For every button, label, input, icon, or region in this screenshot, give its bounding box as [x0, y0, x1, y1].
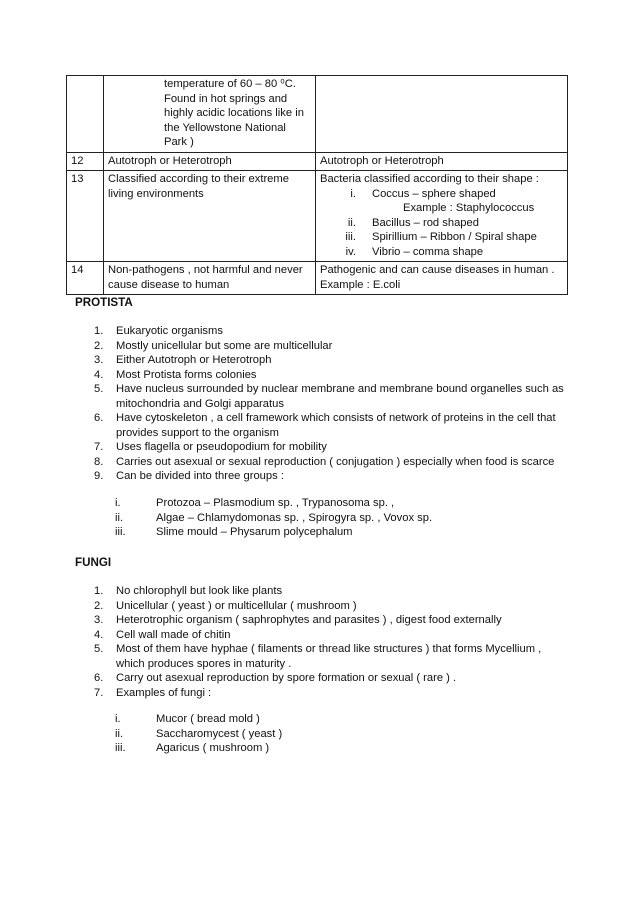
item-number: 7. [94, 441, 104, 453]
item-text: Carry out asexual reproduction by spore formation or sexual ( rare ) . [116, 672, 457, 684]
list-item [115, 712, 565, 727]
item-number: 5. [94, 643, 104, 655]
item-text: Protozoa – Plasmodium sp. , Trypanosoma sp. , [156, 497, 395, 509]
list-item [94, 382, 564, 411]
item-text: Agaricus ( mushroom ) [156, 742, 270, 754]
list-item [94, 642, 564, 671]
item-text: Coccus – sphere shaped [372, 187, 496, 200]
table-cell [104, 76, 316, 153]
archaea-continuation [108, 77, 311, 150]
item-number: 8. [94, 455, 104, 468]
item-text: Either Autotroph or Heterotroph [116, 354, 272, 366]
list-item [320, 230, 563, 245]
list-item [94, 455, 564, 470]
item-text: Unicellular ( yeast ) or multicellular ( mushroom ) [116, 599, 357, 612]
item-number: ii. [115, 511, 124, 524]
item-number: 3. [94, 614, 104, 626]
item-number: i. [115, 713, 121, 725]
list-item [94, 628, 564, 643]
list-item [94, 411, 564, 440]
list-item [320, 216, 563, 231]
table-row [67, 171, 568, 262]
table-cell [316, 76, 568, 153]
list-item [94, 613, 564, 628]
section-title-fungi: FUNGI [75, 556, 112, 569]
list-item [94, 599, 564, 614]
list-item [320, 201, 563, 216]
item-text: Most of them have hyphae ( filaments or thread like structures ) that forms Mycellium , which produces spores in maturity . [116, 643, 542, 670]
list-item [115, 525, 565, 540]
cell-line: the Yellowstone National [164, 121, 286, 134]
item-number: 7. [94, 686, 104, 699]
table-cell: Pathogenic and can cause diseases in human . Example : E.coli [316, 262, 568, 295]
cell-line: Found in hot springs and [164, 92, 288, 105]
item-number: 9. [94, 470, 104, 482]
item-text: Have nucleus surrounded by nuclear membrane and membrane bound organelles such as mitochondria and Golgi apparatus [116, 383, 564, 410]
item-text: Slime mould – Physarum polycephalum [156, 526, 353, 538]
item-number: iii. [345, 231, 356, 243]
item-number: ii. [115, 727, 124, 740]
row-number: 12 [67, 152, 104, 171]
fungi-examples-list [115, 712, 565, 756]
row-number: 13 [67, 171, 104, 262]
item-number: 6. [94, 672, 104, 684]
table-cell: Classified according to their extreme living environments [104, 171, 316, 262]
list-item [115, 727, 565, 742]
list-item [94, 353, 564, 368]
list-item [115, 496, 565, 511]
item-text: Mostly unicellular but some are multicellular [116, 339, 333, 352]
list-item [94, 469, 564, 484]
list-item [94, 686, 564, 701]
item-number: 1. [94, 585, 104, 597]
item-number: 4. [94, 628, 104, 641]
list-item [94, 339, 564, 354]
table-cell [316, 171, 568, 262]
item-text: Carries out asexual or sexual reproduction ( conjugation ) especially when food is scarce [116, 455, 555, 468]
item-text: No chlorophyll but look like plants [116, 585, 283, 597]
section-title-protista: PROTISTA [75, 296, 133, 309]
table-row [67, 76, 568, 153]
list-item [320, 187, 563, 202]
item-text: Vibrio – comma shape [372, 245, 484, 258]
comparison-table [66, 75, 568, 295]
table-cell: Autotroph or Heterotroph [104, 152, 316, 171]
list-item [94, 368, 564, 383]
item-text: Saccharomycest ( yeast ) [156, 727, 283, 740]
item-text: Eukaryotic organisms [116, 325, 223, 337]
item-text: Algae – Chlamydomonas sp. , Spirogyra sp. , Vovox sp. [156, 511, 433, 524]
item-number: i. [350, 187, 356, 200]
item-number: i. [115, 497, 121, 509]
table-row [67, 152, 568, 171]
item-text: Uses flagella or pseudopodium for mobility [116, 441, 327, 453]
item-text: Mucor ( bread mold ) [156, 713, 260, 725]
item-text: Heterotrophic organism ( saphrophytes and parasites ) , digest food externally [116, 614, 502, 626]
list-item [115, 741, 565, 756]
table-cell: Autotroph or Heterotroph [316, 152, 568, 171]
table-cell [67, 76, 104, 153]
cell-line: temperature of 60 – 80 ⁰C. [164, 78, 296, 90]
list-item [94, 584, 564, 599]
cell-line: Park ) [164, 136, 194, 148]
item-number: 1. [94, 325, 104, 337]
protista-list [94, 324, 564, 484]
item-number: iii. [115, 742, 126, 754]
item-text: Example : Staphylococcus [403, 202, 535, 214]
item-text: Have cytoskeleton , a cell framework which consists of network of proteins in the cell that provides support to the organism [116, 412, 556, 439]
row-number: 14 [67, 262, 104, 295]
item-text: Can be divided into three groups : [116, 470, 284, 482]
table-row [67, 262, 568, 295]
item-number: 5. [94, 383, 104, 395]
item-number: 4. [94, 368, 104, 381]
table-cell: Non-pathogens , not harmful and never cause disease to human [104, 262, 316, 295]
protista-groups-list [115, 496, 565, 540]
item-number: iii. [115, 526, 126, 538]
cell-line: highly acidic locations like in [164, 107, 304, 119]
item-text: Most Protista forms colonies [116, 368, 257, 381]
list-item [94, 671, 564, 686]
list-item [320, 245, 563, 260]
item-number: 3. [94, 354, 104, 366]
item-number: 2. [94, 339, 104, 352]
item-text: Bacillus – rod shaped [372, 216, 479, 229]
item-number: ii. [347, 216, 356, 229]
list-item [94, 324, 564, 339]
cell-intro: Bacteria classified according to their shape : [320, 173, 539, 185]
item-number: 6. [94, 412, 104, 424]
item-text: Examples of fungi : [116, 686, 212, 699]
list-item [94, 440, 564, 455]
item-text: Spirillium – Ribbon / Spiral shape [372, 231, 537, 243]
fungi-list [94, 584, 564, 700]
list-item [115, 511, 565, 526]
item-number: iv. [345, 245, 356, 258]
item-number: 2. [94, 599, 104, 612]
item-text: Cell wall made of chitin [116, 628, 231, 641]
